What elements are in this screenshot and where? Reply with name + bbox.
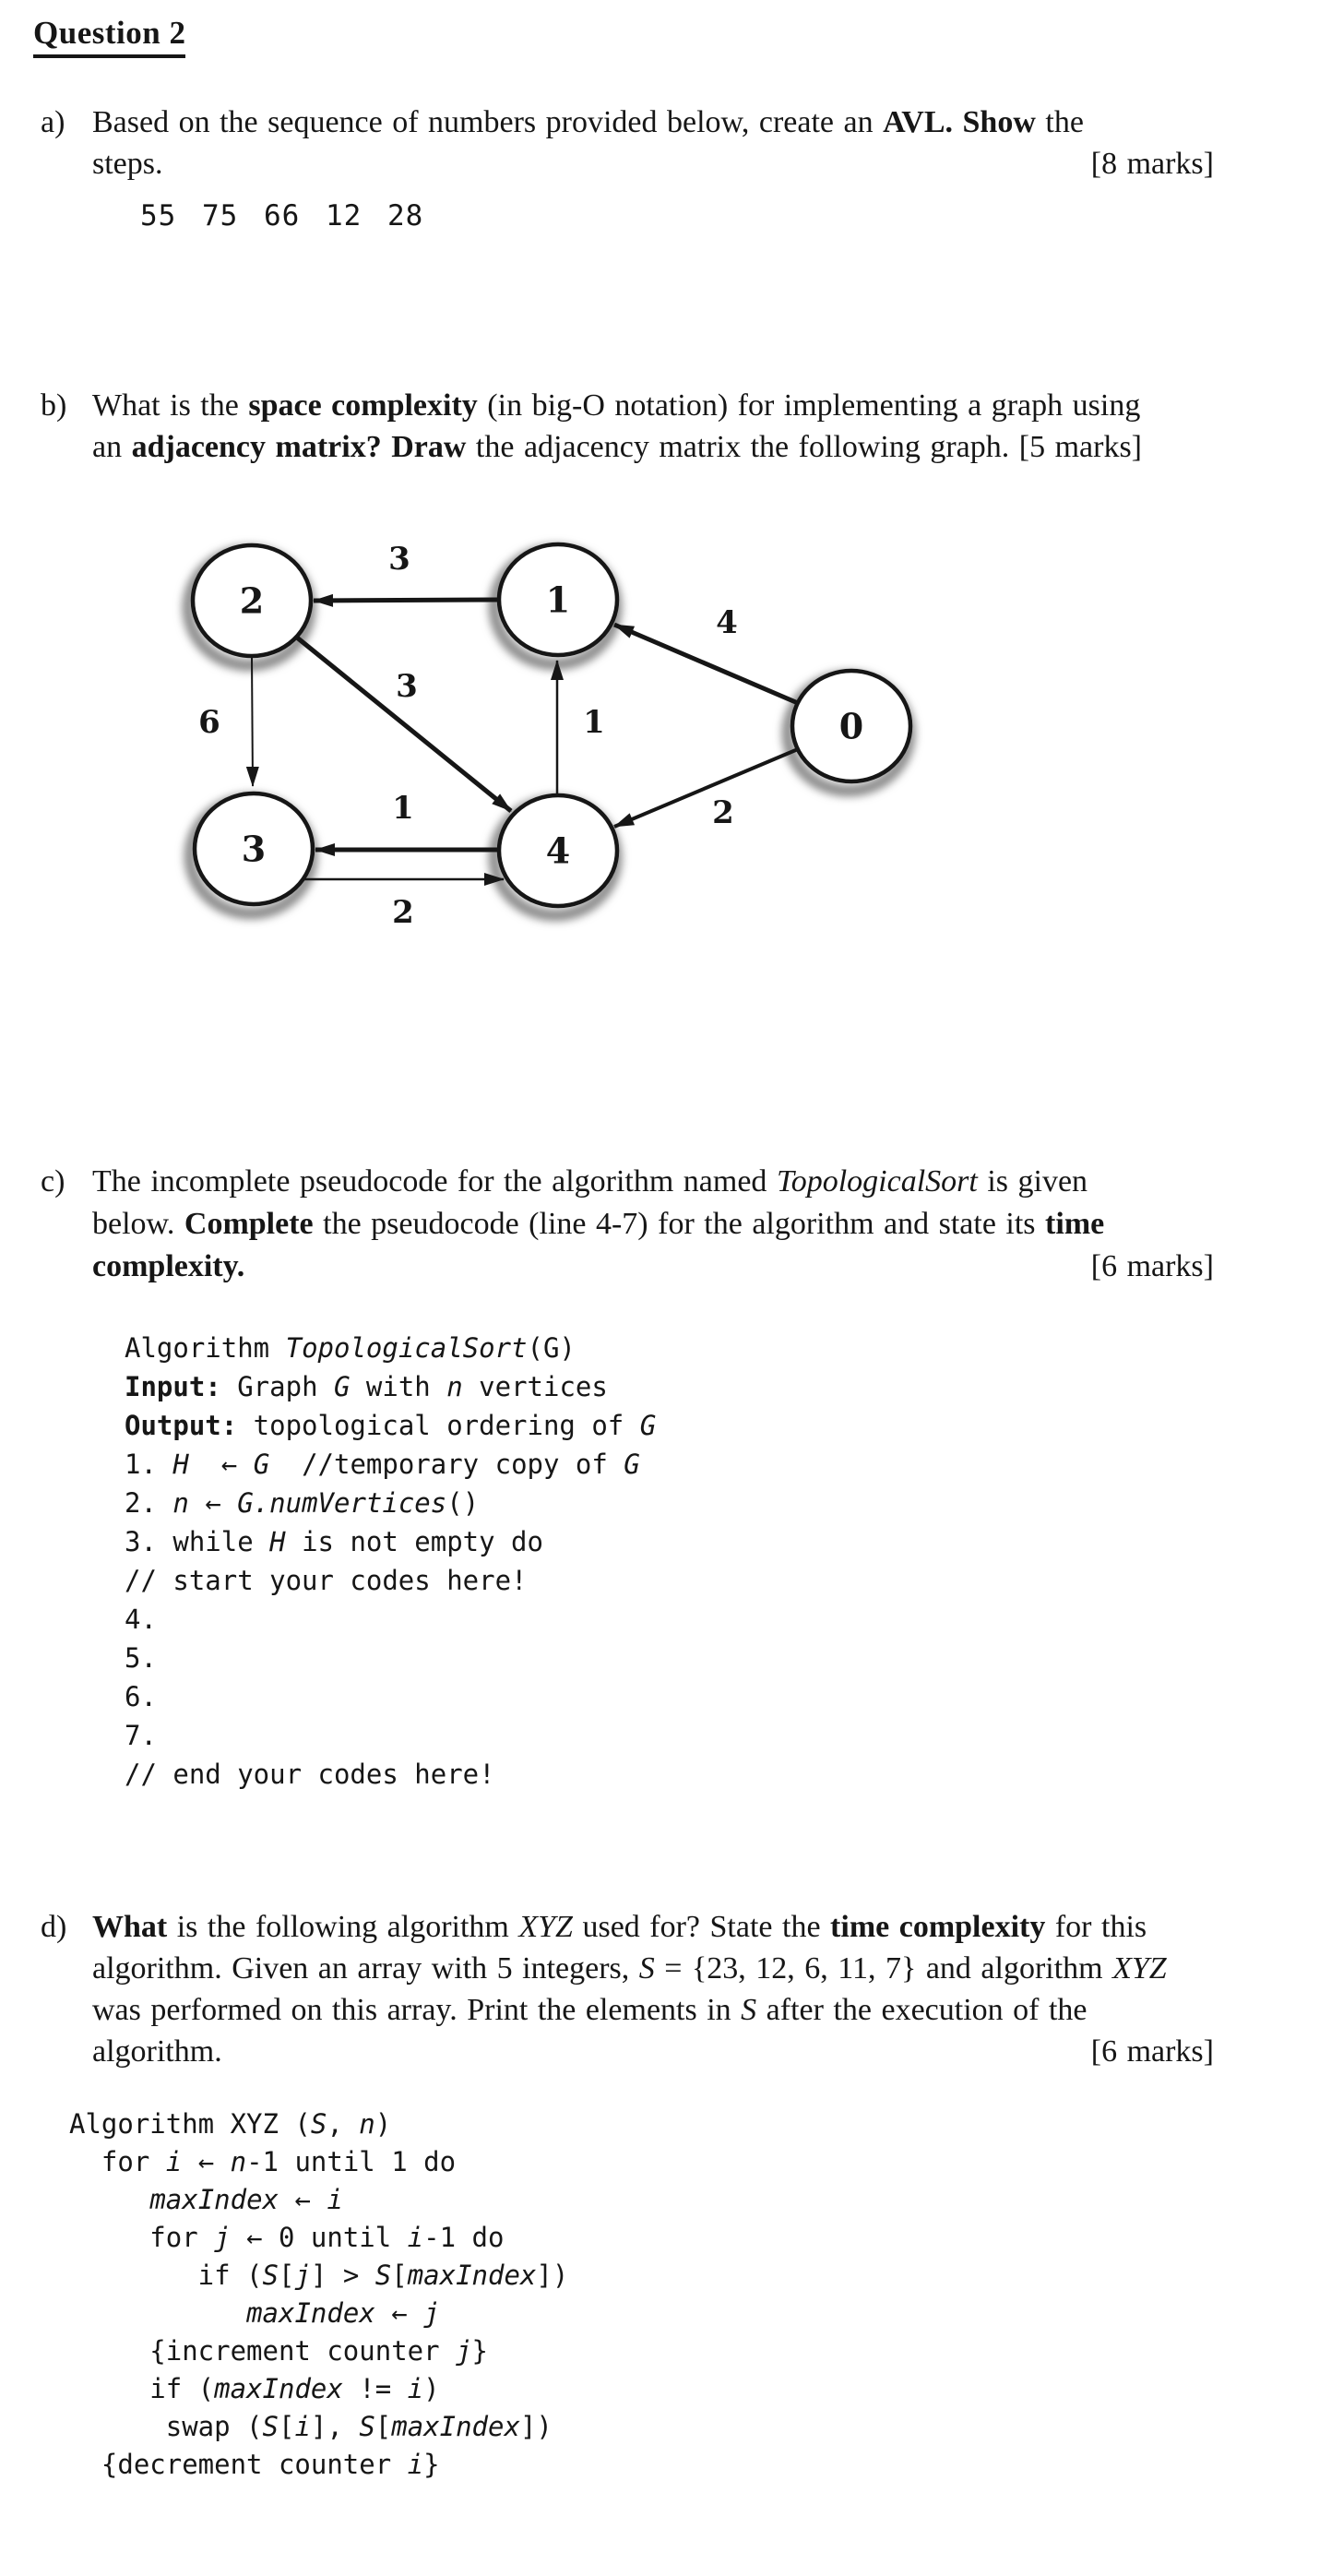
text-segment: for this — [1045, 1910, 1147, 1944]
text-segment: G — [333, 1371, 351, 1402]
text-segment: i — [407, 2449, 424, 2480]
text-segment: -1 do — [423, 2222, 505, 2253]
section-item-a — [41, 101, 1214, 237]
text-segment: j — [294, 2260, 311, 2291]
marks-label: [6 marks] — [1090, 1249, 1214, 1283]
text-segment: ) — [374, 2108, 392, 2140]
text-segment: Algorithm XYZ ( — [69, 2108, 311, 2140]
text-segment: S — [262, 2411, 279, 2442]
graph-node-label-3: 3 — [241, 828, 267, 870]
text-segment: ← — [374, 2297, 424, 2329]
text-segment: maxIndex — [149, 2184, 279, 2215]
code-line — [69, 2446, 568, 2484]
text-segment: with — [350, 1371, 447, 1402]
code-line — [69, 2181, 568, 2219]
code-line — [125, 1639, 656, 1677]
text-segment: TopologicalSort — [776, 1164, 978, 1199]
text-segment: complexity. — [92, 1249, 245, 1283]
item-label: b) — [41, 388, 67, 423]
code-line — [125, 1367, 656, 1406]
code-line — [125, 1445, 656, 1484]
text-segment: an — [92, 430, 132, 464]
text-segment: } — [423, 2449, 440, 2480]
text-segment: for — [69, 2222, 215, 2253]
text-segment: [ — [278, 2411, 295, 2442]
text-segment: time complexity — [830, 1910, 1046, 1944]
text-segment: What — [92, 1910, 168, 1944]
text-segment: 7. — [125, 1720, 157, 1751]
text-segment: S — [359, 2411, 375, 2442]
text-segment: time — [1045, 1207, 1105, 1241]
text-segment: {decrement counter — [69, 2449, 408, 2480]
pseudocode-block-topo — [125, 1329, 656, 1794]
item-label: a) — [41, 105, 65, 139]
text-segment: //temporary copy of — [269, 1449, 624, 1480]
text-segment: Draw — [391, 430, 467, 464]
graph-node-label-2: 2 — [239, 579, 265, 622]
code-line — [69, 2408, 568, 2446]
text-segment: is not empty do — [285, 1526, 543, 1557]
text-segment: () — [446, 1487, 480, 1519]
text-line — [92, 1948, 1214, 1989]
item-label: c) — [41, 1164, 65, 1199]
graph-node-label-1: 1 — [545, 578, 571, 621]
text-segment: (G) — [527, 1332, 576, 1364]
text-segment: S — [262, 2260, 279, 2291]
text-segment: i — [165, 2146, 183, 2177]
edge-weight-label-0-1: 4 — [716, 604, 738, 641]
text-segment: n — [446, 1371, 463, 1402]
text-line — [92, 196, 1214, 237]
text-segment — [69, 2184, 149, 2215]
code-line — [125, 1561, 656, 1600]
text-segment: G.numVertices — [237, 1487, 447, 1519]
marks-label: [6 marks] — [1090, 2034, 1214, 2069]
text-segment: n — [172, 1487, 189, 1519]
text-segment: the pseudocode (line 4-7) for the algorithm and state its — [313, 1207, 1046, 1241]
text-segment: ← 0 until — [230, 2222, 408, 2253]
text-segment: 6. — [125, 1681, 157, 1712]
text-segment: 1. — [125, 1449, 173, 1480]
text-line — [92, 1906, 1214, 1948]
text-segment: ← — [182, 2146, 231, 2177]
graph-edge-2-to-3 — [252, 657, 253, 786]
text-segment: XYZ — [1112, 1951, 1167, 1986]
edge-weight-label-0-4: 2 — [712, 794, 734, 831]
edge-weight-label-2-3: 6 — [198, 704, 220, 741]
text-segment: H — [172, 1449, 189, 1480]
text-segment: after the execution of the — [756, 1993, 1087, 2027]
text-segment: [ — [374, 2411, 392, 2442]
code-line — [125, 1755, 656, 1794]
text-segment: adjacency matrix? — [131, 430, 382, 464]
code-line — [69, 2105, 568, 2143]
edge-weight-label-1-2: 3 — [388, 541, 410, 578]
text-segment: is the following algorithm — [167, 1910, 519, 1944]
text-segment: G — [253, 1449, 270, 1480]
text-segment: i — [327, 2184, 343, 2215]
text-segment: S — [374, 2260, 392, 2291]
text-segment: is given — [977, 1164, 1088, 1199]
text-segment: j — [423, 2297, 440, 2329]
text-segment: AVL. Show — [883, 105, 1036, 139]
text-segment: , — [327, 2108, 360, 2140]
text-segment: was performed on this array. Print the elements in — [92, 1993, 742, 2027]
text-segment: for — [69, 2146, 166, 2177]
text-segment: maxIndex — [246, 2297, 375, 2329]
text-segment: {increment counter — [69, 2335, 457, 2367]
text-segment: maxIndex — [407, 2260, 537, 2291]
graph-edge-1-to-2 — [314, 600, 500, 601]
text-segment: ]) — [536, 2260, 569, 2291]
section-item-c — [41, 1161, 1214, 1288]
code-line — [125, 1406, 656, 1445]
item-label: d) — [41, 1910, 67, 1944]
text-segment: ], — [310, 2411, 360, 2442]
text-segment: the adjacency matrix the following graph. [5 marks] — [466, 430, 1142, 464]
code-line — [69, 2143, 568, 2181]
text-segment: the — [1035, 105, 1084, 139]
text-line — [92, 385, 1214, 426]
text-segment: // end your codes here! — [125, 1759, 495, 1790]
text-segment: XYZ — [518, 1910, 573, 1944]
text-segment: maxIndex — [391, 2411, 520, 2442]
text-segment: Complete — [184, 1207, 314, 1241]
text-segment: ← — [188, 1449, 254, 1480]
text-segment: G — [624, 1449, 640, 1480]
text-segment: Graph — [220, 1371, 334, 1402]
text-segment: 3. while — [125, 1526, 270, 1557]
text-segment: S — [741, 1993, 757, 2027]
text-segment: ) — [423, 2373, 440, 2404]
text-segment: = {23, 12, 6, 11, 7} and algorithm — [654, 1951, 1113, 1986]
text-segment: algorithm. — [92, 2034, 222, 2069]
text-line — [92, 1203, 1214, 1246]
graph-node-label-4: 4 — [545, 829, 571, 872]
graph-node-label-0: 0 — [838, 705, 864, 747]
text-segment: if ( — [69, 2260, 263, 2291]
text-segment: } — [471, 2335, 488, 2367]
code-line — [69, 2370, 568, 2408]
text-segment: n — [230, 2146, 247, 2177]
graph-edge-2-to-4 — [297, 638, 511, 811]
marks-label: [8 marks] — [1090, 147, 1214, 181]
text-segment: used for? State the — [572, 1910, 831, 1944]
text-segment: maxIndex — [214, 2373, 343, 2404]
text-segment: Input: — [125, 1371, 221, 1402]
text-segment: ] > — [310, 2260, 375, 2291]
text-segment — [69, 2297, 246, 2329]
text-segment: i — [407, 2222, 424, 2253]
text-segment: 4. — [125, 1604, 157, 1635]
text-segment: space complexity — [248, 388, 478, 423]
text-segment: != — [342, 2373, 408, 2404]
text-line — [92, 426, 1214, 468]
text-segment: j — [456, 2335, 472, 2367]
code-line — [125, 1716, 656, 1755]
code-line — [125, 1677, 656, 1716]
text-line — [92, 1161, 1214, 1203]
text-line — [92, 1989, 1214, 2031]
text-segment: 5. — [125, 1642, 157, 1674]
code-line — [69, 2295, 568, 2332]
section-item-d — [41, 1906, 1214, 2072]
text-segment: Algorithm — [125, 1332, 286, 1364]
text-segment: ]) — [519, 2411, 553, 2442]
text-line — [92, 1246, 1214, 1288]
text-segment: 55 75 66 12 28 — [140, 199, 424, 233]
text-segment: topological ordering of — [237, 1410, 640, 1441]
pseudocode-block-xyz — [69, 2105, 568, 2484]
edge-weight-label-4-3: 1 — [392, 790, 414, 827]
text-segment: algorithm. Given an array with 5 integers, — [92, 1951, 639, 1986]
text-segment: below. — [92, 1207, 184, 1241]
code-line — [69, 2332, 568, 2370]
section-item-b — [41, 385, 1214, 468]
code-line — [125, 1484, 656, 1522]
text-segment: i — [294, 2411, 311, 2442]
edge-weight-label-4-1: 1 — [583, 704, 605, 741]
text-segment: The incomplete pseudocode for the algorithm named — [92, 1164, 777, 1199]
text-segment: swap ( — [69, 2411, 263, 2442]
graph-edge-0-to-4 — [614, 749, 798, 827]
code-line — [69, 2257, 568, 2295]
text-segment: ← — [188, 1487, 238, 1519]
question-title: Question 2 — [33, 15, 185, 58]
text-segment: G — [639, 1410, 657, 1441]
text-line — [92, 101, 1214, 143]
graph-edge-0-to-1 — [614, 625, 798, 703]
text-segment: steps. — [92, 147, 163, 181]
code-line — [125, 1522, 656, 1561]
text-line — [92, 2031, 1214, 2072]
text-segment: S — [638, 1951, 655, 1986]
code-line — [69, 2219, 568, 2257]
text-segment: 2. — [125, 1487, 173, 1519]
text-segment: TopologicalSort — [285, 1332, 528, 1364]
text-line — [92, 143, 1214, 185]
text-segment: Based on the sequence of numbers provided below, create an — [92, 105, 884, 139]
code-line — [125, 1329, 656, 1367]
text-segment: S — [310, 2108, 327, 2140]
text-segment: (in big-O notation) for implementing a graph using — [477, 388, 1141, 423]
text-segment: i — [407, 2373, 424, 2404]
text-segment — [382, 430, 392, 464]
edge-weight-label-3-4: 2 — [392, 894, 414, 931]
text-segment: [ — [278, 2260, 295, 2291]
text-segment: j — [214, 2222, 231, 2253]
text-segment: // start your codes here! — [125, 1565, 528, 1596]
text-segment: vertices — [462, 1371, 608, 1402]
text-segment: ← — [279, 2184, 327, 2215]
text-segment: if ( — [69, 2373, 215, 2404]
text-segment: What is the — [92, 388, 249, 423]
code-line — [125, 1600, 656, 1639]
text-segment: Output: — [125, 1410, 238, 1441]
text-segment: [ — [391, 2260, 408, 2291]
edge-weight-label-2-4: 3 — [396, 668, 418, 705]
text-segment: H — [269, 1526, 286, 1557]
text-segment: n — [359, 2108, 375, 2140]
text-segment: -1 until 1 do — [246, 2146, 457, 2177]
